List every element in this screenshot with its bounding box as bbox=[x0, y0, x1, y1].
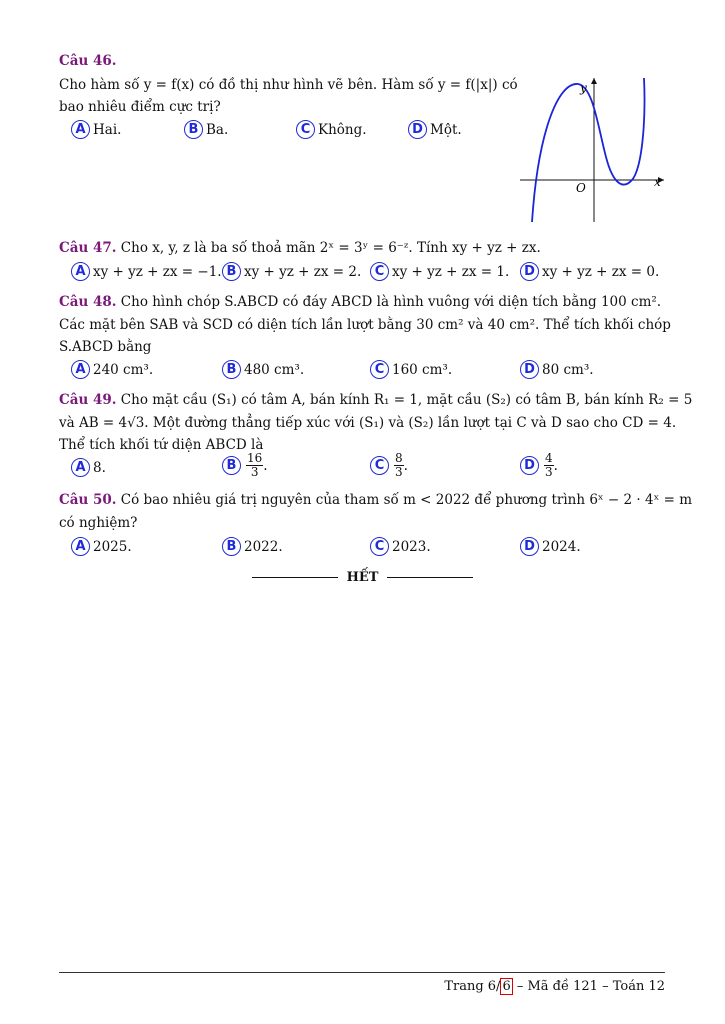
footer-prefix: Trang 6/ bbox=[444, 979, 501, 994]
q48-option-a[interactable] bbox=[71, 360, 153, 379]
option-text: 480 cm³. bbox=[244, 361, 305, 378]
q46-option-d[interactable] bbox=[408, 120, 462, 139]
q46-label: Câu 46. bbox=[59, 53, 117, 69]
end-rule-left bbox=[252, 577, 338, 578]
q48-option-d[interactable] bbox=[520, 360, 594, 379]
option-text: 8. bbox=[93, 459, 106, 476]
option-text: xy + yz + zx = 0. bbox=[542, 263, 660, 280]
q50-text-line1: Có bao nhiêu giá trị nguyên của tham số m < 2022 để phương trình 6ˣ − 2 · 4ˣ = m bbox=[120, 492, 693, 508]
option-badge: A bbox=[71, 458, 90, 477]
q47-option-c[interactable] bbox=[370, 262, 509, 281]
option-fraction bbox=[246, 452, 263, 479]
option-badge: A bbox=[71, 360, 90, 379]
option-fraction bbox=[394, 452, 404, 479]
q48-option-c[interactable] bbox=[370, 360, 452, 379]
q46-function-graph bbox=[518, 72, 668, 227]
q50-option-c[interactable] bbox=[370, 537, 431, 556]
q49-option-d[interactable] bbox=[520, 452, 558, 479]
option-text: 2025. bbox=[93, 538, 132, 555]
q49-option-b[interactable] bbox=[222, 452, 268, 479]
option-badge: C bbox=[370, 262, 389, 281]
function-curve bbox=[532, 78, 645, 222]
option-badge: C bbox=[370, 360, 389, 379]
option-text: 160 cm³. bbox=[392, 361, 453, 378]
q49-option-a[interactable] bbox=[71, 458, 106, 477]
option-badge: B bbox=[222, 262, 241, 281]
option-text: 240 cm³. bbox=[93, 361, 154, 378]
option-text: 2022. bbox=[244, 538, 283, 555]
q46-option-a[interactable] bbox=[71, 120, 121, 139]
option-text: Ba. bbox=[206, 121, 229, 138]
option-badge: A bbox=[71, 537, 90, 556]
y-axis-arrow bbox=[591, 78, 597, 84]
q49-text-line3: Thể tích khối tứ diện ABCD là bbox=[59, 437, 264, 453]
q50-line1 bbox=[59, 492, 692, 508]
x-axis-label: x bbox=[654, 175, 661, 189]
q46-option-b[interactable] bbox=[184, 120, 228, 139]
q50-option-b[interactable] bbox=[222, 537, 283, 556]
option-text: Hai. bbox=[93, 121, 122, 138]
q50-text-line2: có nghiệm? bbox=[59, 515, 138, 531]
footer-page-link[interactable]: 6 bbox=[502, 979, 511, 994]
q49-text-line2: và AB = 4√3. Một đường thẳng tiếp xúc với (S₁) và (S₂) lần lượt tại C và D sao cho CD = 4. bbox=[59, 415, 677, 431]
end-marker bbox=[0, 570, 725, 585]
q48-option-b[interactable] bbox=[222, 360, 304, 379]
end-rule-right bbox=[387, 577, 473, 578]
q50-option-d[interactable] bbox=[520, 537, 581, 556]
end-text: HẾT bbox=[346, 570, 379, 585]
q48-text-line2: Các mặt bên SAB và SCD có diện tích lần lượt bằng 30 cm² và 40 cm². Thể tích khối chóp bbox=[59, 317, 671, 333]
fraction-denominator: 3 bbox=[250, 465, 259, 479]
q46-option-c[interactable] bbox=[296, 120, 367, 139]
q49-line1 bbox=[59, 392, 692, 408]
option-fraction bbox=[544, 452, 554, 479]
q49-label: Câu 49. bbox=[59, 392, 117, 408]
q47-option-b[interactable] bbox=[222, 262, 361, 281]
fraction-numerator: 4 bbox=[545, 451, 553, 465]
q48-text-line1: Cho hình chóp S.ABCD có đáy ABCD là hình vuông với diện tích bằng 100 cm². bbox=[120, 294, 662, 310]
option-badge: D bbox=[520, 262, 539, 281]
option-badge: D bbox=[520, 456, 539, 475]
fraction-numerator: 8 bbox=[395, 451, 403, 465]
option-badge: B bbox=[222, 537, 241, 556]
option-badge: A bbox=[71, 120, 90, 139]
option-period: . bbox=[263, 457, 268, 474]
option-text: xy + yz + zx = −1. bbox=[93, 263, 222, 280]
q46-text-line2: bao nhiêu điểm cực trị? bbox=[59, 99, 221, 115]
q49-text-line1: Cho mặt cầu (S₁) có tâm A, bán kính R₁ = 1, mặt cầu (S₂) có tâm B, bán kính R₂ = 5 bbox=[120, 392, 693, 408]
option-badge: B bbox=[184, 120, 203, 139]
fraction-numerator: 16 bbox=[247, 451, 263, 465]
q47-option-d[interactable] bbox=[520, 262, 659, 281]
fraction-denominator: 3 bbox=[545, 465, 553, 479]
q47-label: Câu 47. bbox=[59, 240, 117, 256]
option-badge: C bbox=[370, 537, 389, 556]
option-badge: C bbox=[370, 456, 389, 475]
option-badge: D bbox=[520, 537, 539, 556]
q49-option-c[interactable] bbox=[370, 452, 408, 479]
q46-text-line1: Cho hàm số y = f(x) có đồ thị như hình vẽ bên. Hàm số y = f(|x|) có bbox=[59, 77, 518, 93]
footer-divider bbox=[59, 972, 665, 973]
q48-text-line3: S.ABCD bằng bbox=[59, 339, 152, 355]
q48-line1 bbox=[59, 294, 661, 310]
option-badge: B bbox=[222, 456, 241, 475]
option-text: 2024. bbox=[542, 538, 581, 555]
option-badge: C bbox=[296, 120, 315, 139]
q48-label: Câu 48. bbox=[59, 294, 117, 310]
footer-suffix: – Mã đề 121 – Toán 12 bbox=[512, 979, 665, 994]
option-text: xy + yz + zx = 1. bbox=[392, 263, 510, 280]
option-period: . bbox=[403, 457, 408, 474]
q47-option-a[interactable] bbox=[71, 262, 222, 281]
y-axis-label: y bbox=[580, 81, 587, 95]
origin-label: O bbox=[576, 181, 586, 195]
q50-label: Câu 50. bbox=[59, 492, 117, 508]
page-footer bbox=[444, 979, 665, 994]
fraction-denominator: 3 bbox=[395, 465, 403, 479]
option-text: 80 cm³. bbox=[542, 361, 594, 378]
option-text: Không. bbox=[318, 121, 367, 138]
option-badge: D bbox=[520, 360, 539, 379]
option-badge: B bbox=[222, 360, 241, 379]
q47-text: Cho x, y, z là ba số thoả mãn 2ˣ = 3ʸ = 6⁻ᶻ. Tính xy + yz + zx. bbox=[120, 240, 541, 256]
option-text: Một. bbox=[430, 121, 462, 138]
option-text: 2023. bbox=[392, 538, 431, 555]
option-period: . bbox=[553, 457, 558, 474]
q47-line bbox=[59, 240, 541, 256]
option-text: xy + yz + zx = 2. bbox=[244, 263, 362, 280]
option-badge: D bbox=[408, 120, 427, 139]
option-badge: A bbox=[71, 262, 90, 281]
q50-option-a[interactable] bbox=[71, 537, 132, 556]
